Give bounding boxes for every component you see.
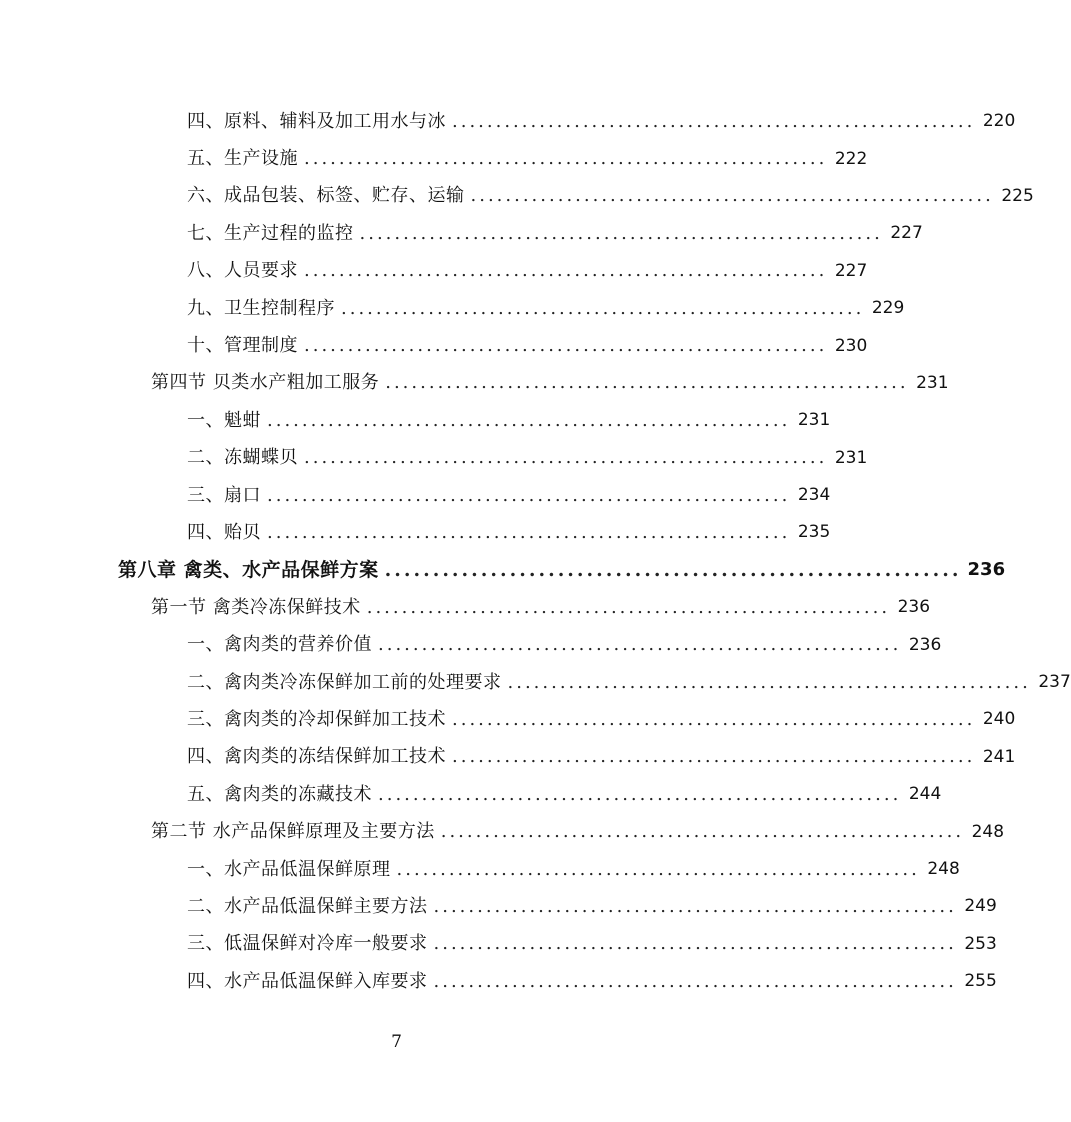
toc-page-number: 237 <box>1038 672 1071 693</box>
toc-entry-label: 一、禽肉类的营养价值 <box>187 636 378 654</box>
toc-entry[interactable] <box>0 626 942 663</box>
toc-entry[interactable] <box>0 664 1071 701</box>
toc-entry-label: 七、生产过程的监控 <box>187 225 360 243</box>
toc-leader-dots: ............................................................ <box>304 447 828 469</box>
toc-page-number: 231 <box>916 372 949 393</box>
toc-entry-label: 第八章 禽类、水产品保鲜方案 <box>118 561 385 580</box>
toc-section-entry[interactable] <box>0 813 1005 850</box>
toc-entry[interactable] <box>0 178 1034 215</box>
page-number: 7 <box>391 1032 402 1052</box>
toc-entry-label: 十、管理制度 <box>187 337 304 355</box>
toc-entry[interactable] <box>0 290 905 327</box>
toc-entry-label: 三、低温保鲜对冷库一般要求 <box>187 935 434 953</box>
toc-leader-dots: ............................................................ <box>433 895 957 917</box>
toc-leader-dots: ............................................................ <box>366 596 891 618</box>
toc-entry[interactable] <box>0 851 960 888</box>
toc-entry-label: 第一节 禽类冷冻保鲜技术 <box>151 599 367 617</box>
toc-page-number: 248 <box>971 821 1005 842</box>
toc-entry[interactable] <box>0 440 868 477</box>
toc-page-number: 236 <box>967 559 1006 581</box>
toc-leader-dots: ............................................................ <box>304 335 828 357</box>
toc-page-number: 225 <box>1001 185 1034 206</box>
toc-entry-label: 一、水产品低温保鲜原理 <box>187 861 397 879</box>
toc-entry[interactable] <box>0 888 997 925</box>
toc-entry[interactable] <box>0 701 1016 738</box>
toc-leader-dots: ............................................................ <box>341 297 865 319</box>
toc-page-number: 231 <box>797 410 831 431</box>
toc-page-number: 227 <box>834 260 868 281</box>
toc-leader-dots: ............................................................ <box>267 484 791 506</box>
toc-leader-dots: ............................................................ <box>267 521 791 543</box>
toc-page-number: 248 <box>927 859 960 879</box>
toc-page-number: 227 <box>890 223 923 244</box>
toc-entry[interactable] <box>0 963 997 1000</box>
toc-page-number: 244 <box>908 784 942 805</box>
toc-leader-dots: ............................................................ <box>304 148 828 170</box>
toc-section-entry[interactable] <box>0 589 931 626</box>
toc-entry-label: 四、贻贝 <box>187 524 267 542</box>
toc-entry[interactable] <box>0 215 923 252</box>
toc-entry-label: 五、禽肉类的冻藏技术 <box>187 786 378 804</box>
toc-chapter-entry[interactable] <box>0 552 1006 589</box>
toc-entry[interactable] <box>0 103 1016 140</box>
toc-leader-dots: ............................................................ <box>359 222 883 244</box>
toc-leader-dots: ............................................................ <box>396 858 920 880</box>
toc-entry-label: 第四节 贝类水产粗加工服务 <box>151 374 385 392</box>
toc-page-number: 253 <box>964 933 997 954</box>
toc-leader-dots: ............................................................ <box>452 746 976 768</box>
toc-entry-label: 四、水产品低温保鲜入库要求 <box>187 973 434 991</box>
toc-entry-label: 二、水产品低温保鲜主要方法 <box>187 898 434 916</box>
toc-page-number: 249 <box>964 896 997 917</box>
toc-leader-dots: ............................................................ <box>267 409 791 431</box>
toc-section-entry[interactable] <box>0 365 949 402</box>
toc-page-number: 222 <box>834 148 868 169</box>
toc-leader-dots: ............................................................ <box>470 185 994 207</box>
toc-entry-label: 四、禽肉类的冻结保鲜加工技术 <box>187 748 452 766</box>
toc-entry-label: 三、扇口 <box>187 487 267 505</box>
toc-leader-dots: ............................................................ <box>433 970 957 992</box>
toc-entry[interactable] <box>0 402 831 439</box>
toc-page-number: 236 <box>897 597 931 618</box>
toc-entry[interactable] <box>0 477 831 514</box>
toc-page-number: 229 <box>871 298 905 319</box>
toc-leader-dots: ............................................................ <box>507 671 1031 693</box>
toc-page-number: 234 <box>797 485 831 506</box>
toc-leader-dots: ............................................................ <box>378 634 902 656</box>
toc-entry-label: 三、禽肉类的冷却保鲜加工技术 <box>187 711 452 729</box>
toc-leader-dots: ............................................................ <box>384 558 962 581</box>
toc-leader-dots: ............................................................ <box>440 821 965 843</box>
toc-entry-label: 二、禽肉类冷冻保鲜加工前的处理要求 <box>187 674 508 692</box>
toc-page-number: 235 <box>797 522 831 543</box>
toc-entry[interactable] <box>0 327 868 364</box>
toc-page-number: 236 <box>908 634 942 655</box>
toc-page-number: 220 <box>982 111 1016 132</box>
toc-entry-label: 九、卫生控制程序 <box>187 300 341 318</box>
toc-leader-dots: ............................................................ <box>385 372 909 394</box>
toc-leader-dots: ............................................................ <box>304 260 828 282</box>
toc-page-number: 255 <box>964 971 997 992</box>
toc-entry-label: 第二节 水产品保鲜原理及主要方法 <box>151 823 441 841</box>
toc-page-number: 230 <box>834 335 868 356</box>
toc-page-number: 231 <box>834 447 868 468</box>
toc-leader-dots: ............................................................ <box>378 783 902 805</box>
toc-entry[interactable] <box>0 253 868 290</box>
toc-leader-dots: ............................................................ <box>452 110 976 132</box>
toc-entry-label: 一、魁蚶 <box>187 412 267 430</box>
toc-entry[interactable] <box>0 514 831 551</box>
toc-entry-label: 二、冻蝴蝶贝 <box>187 449 304 467</box>
toc-entry-label: 四、原料、辅料及加工用水与冰 <box>187 113 452 131</box>
toc-entry-label: 五、生产设施 <box>187 150 304 168</box>
toc-entry[interactable] <box>0 739 1016 776</box>
toc-leader-dots: ............................................................ <box>433 933 957 955</box>
toc-entry[interactable] <box>0 776 942 813</box>
toc-entry-label: 六、成品包装、标签、贮存、运输 <box>187 187 471 205</box>
toc-leader-dots: ............................................................ <box>452 708 976 730</box>
toc-entry[interactable] <box>0 140 868 177</box>
toc-page-number: 241 <box>982 746 1016 767</box>
toc-page-number: 240 <box>982 709 1016 730</box>
toc-entry[interactable] <box>0 926 997 963</box>
table-of-contents <box>0 103 1071 1000</box>
toc-entry-label: 八、人员要求 <box>187 262 304 280</box>
